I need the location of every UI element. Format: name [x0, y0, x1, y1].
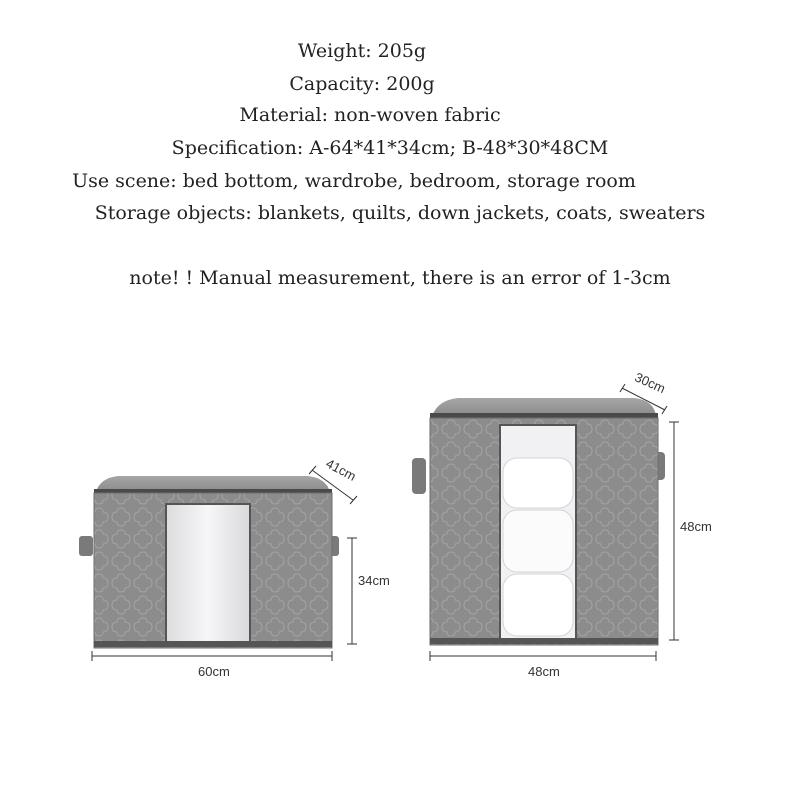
spec-capacity: Capacity: 200g [289, 73, 435, 95]
spec-weight: Weight: 205g [297, 40, 427, 62]
spec-note: note! ! Manual measurement, there is an error of 1-3cm [129, 267, 671, 289]
spec-specification: Specification: A-64*41*34cm; B-48*30*48CM [171, 137, 609, 159]
bag-b-height-label: 48cm [680, 519, 712, 534]
folded-blankets [503, 458, 573, 636]
bag-b-depth-label: 30cm [632, 369, 668, 397]
bag-b [412, 398, 665, 645]
bag-a-height-label: 34cm [358, 573, 390, 588]
spec-use-scene: Use scene: bed bottom, wardrobe, bedroom, storage room [72, 170, 636, 192]
bag-b-width-label: 48cm [528, 664, 560, 679]
bag-a-width-label: 60cm [198, 664, 230, 679]
bag-a-window [166, 504, 250, 644]
bag-a [79, 476, 339, 648]
handle-left-icon [79, 536, 93, 556]
spec-material: Material: non-woven fabric [239, 104, 501, 126]
spec-storage-objects: Storage objects: blankets, quilts, down jackets, coats, sweaters [94, 202, 706, 224]
handle-left-icon [412, 458, 426, 494]
bag-a-depth-label: 41cm [323, 455, 359, 484]
